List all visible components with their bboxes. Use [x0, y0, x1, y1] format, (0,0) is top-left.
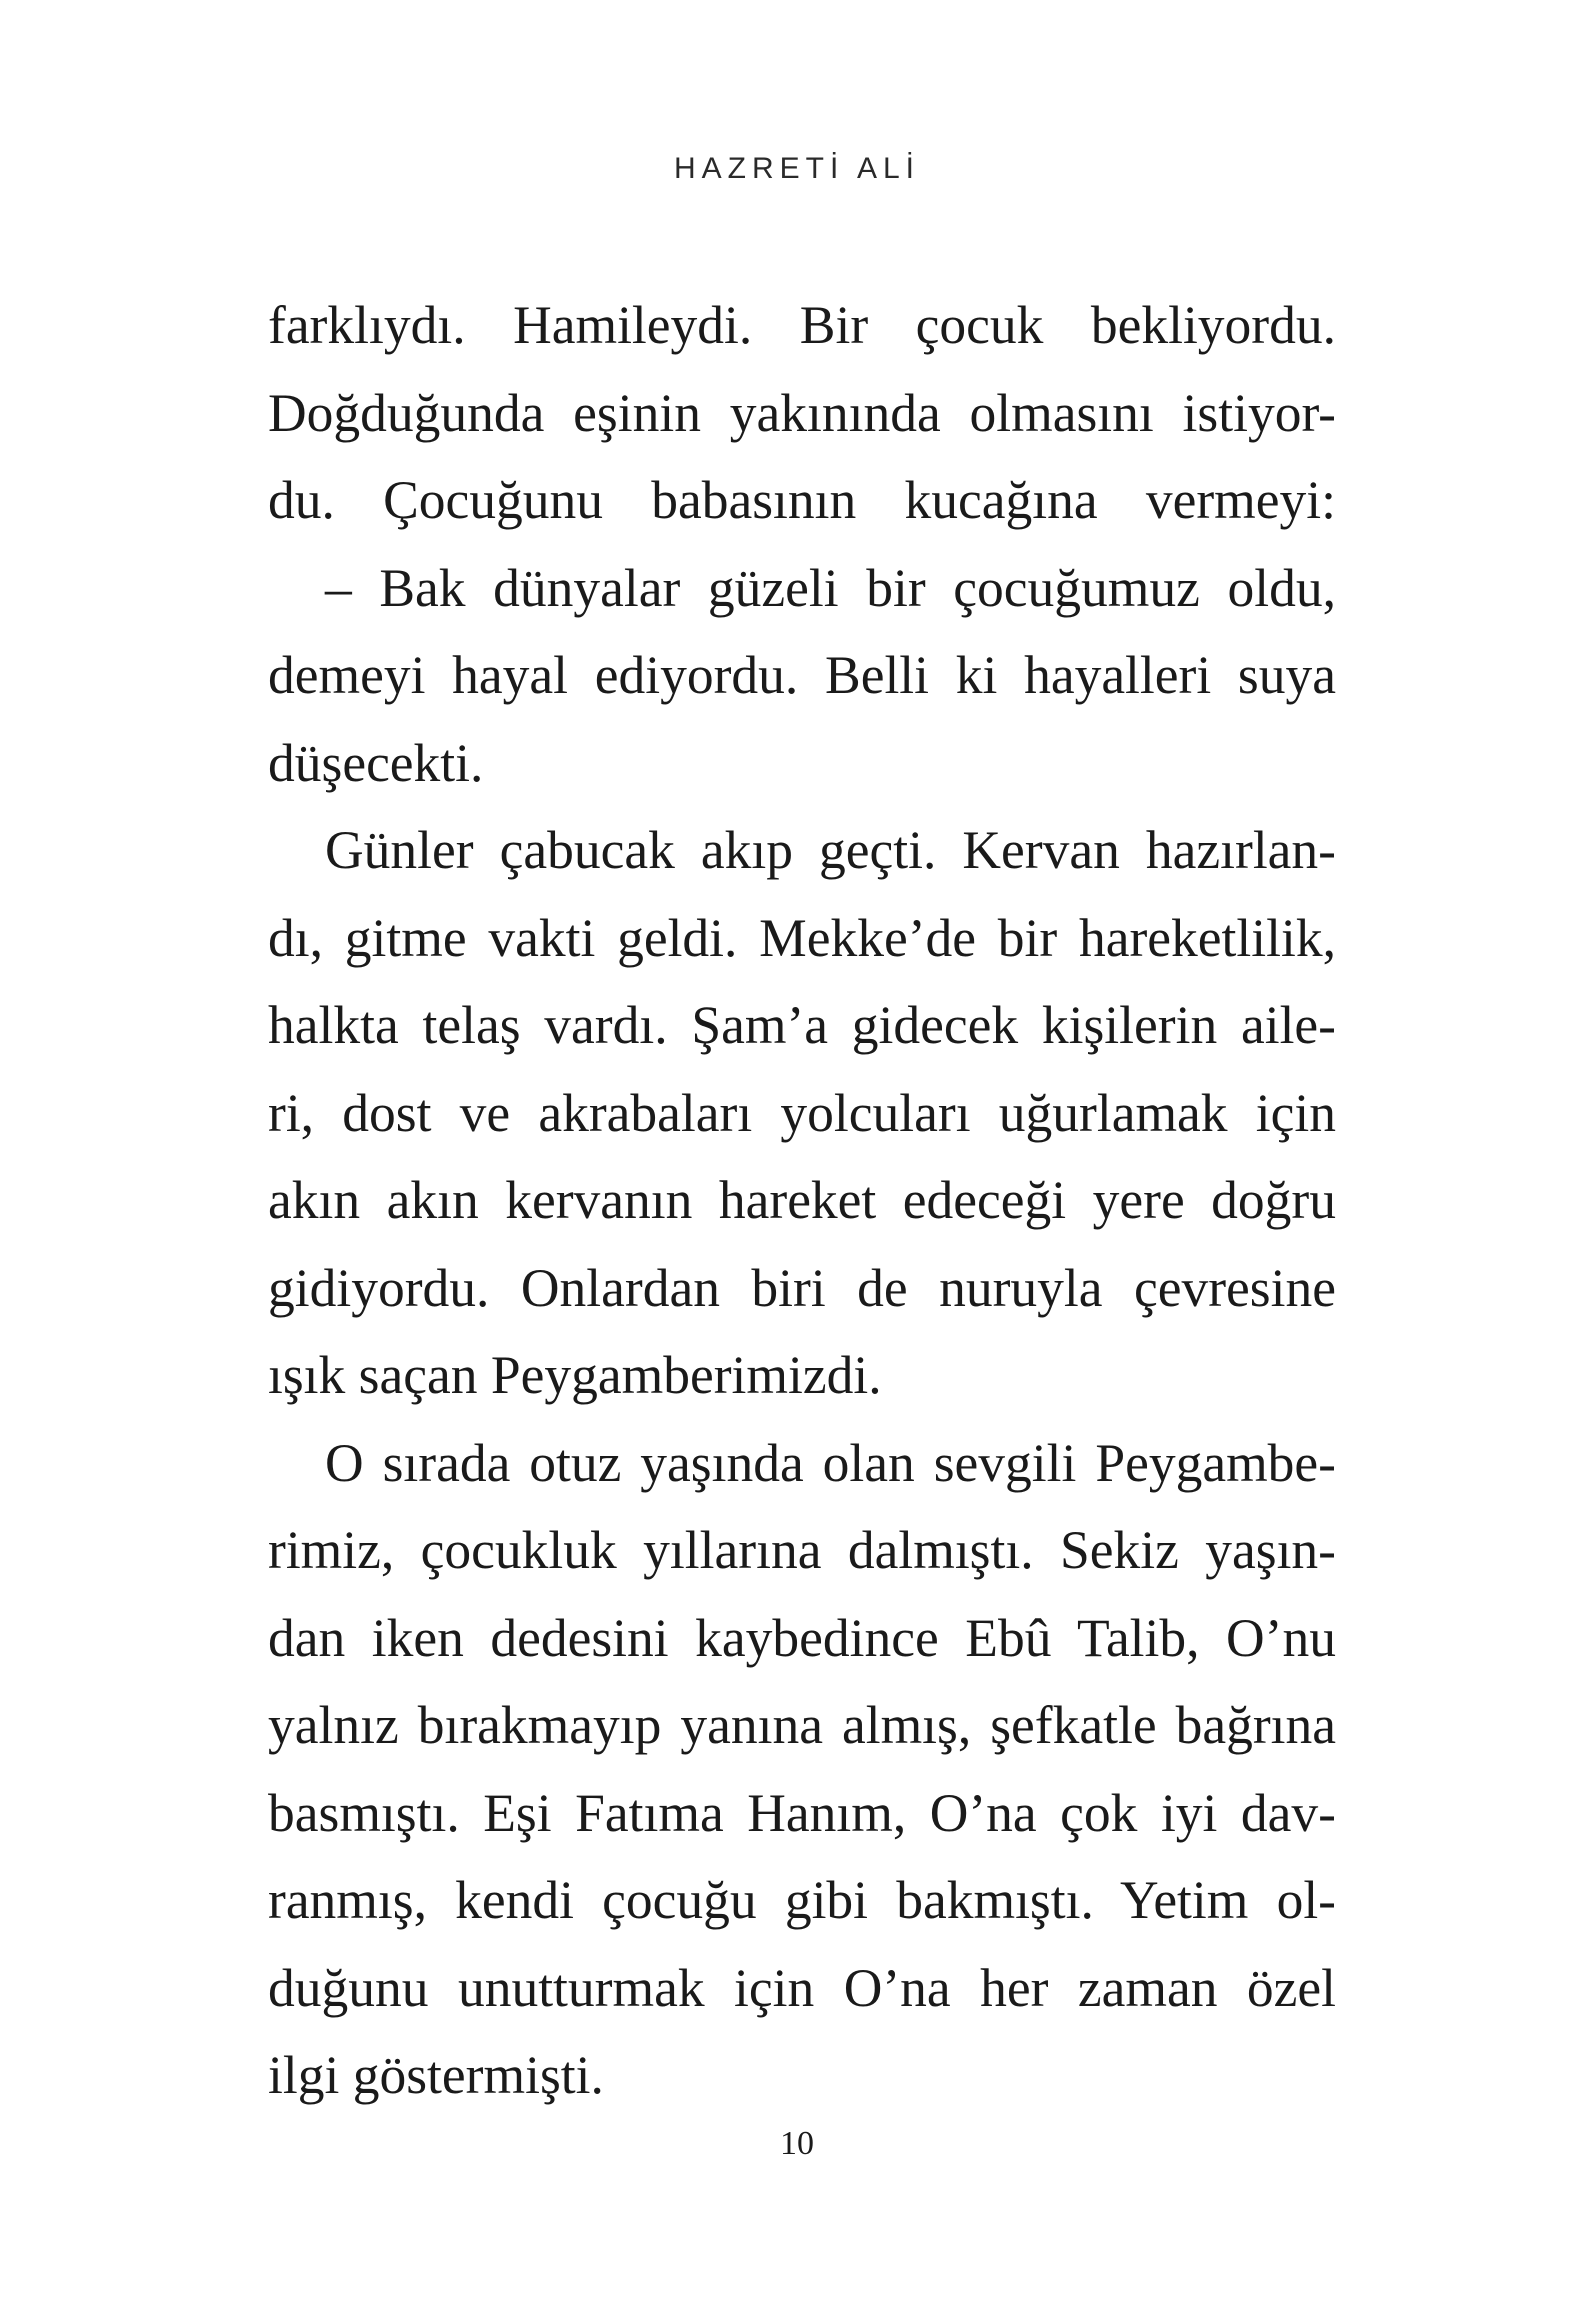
running-head: HAZRETİ ALİ — [673, 152, 921, 185]
page-number: 10 — [780, 2125, 814, 2162]
text-line: rimiz, çocukluk yıllarına dalmıştı. Sekiz yaşın- — [268, 1520, 1336, 1580]
text-line: du. Çocuğunu babasının kucağına vermeyi: — [268, 470, 1336, 530]
text-line: farklıydı. Hamileydi. Bir çocuk bekliyordu. — [268, 295, 1336, 355]
text-line: akın akın kervanın hareket edeceği yere doğru — [268, 1170, 1336, 1230]
text-line: ışık saçan Peygamberimizdi. — [268, 1345, 882, 1405]
body-text — [268, 282, 1336, 2120]
text-line: demeyi hayal ediyordu. Belli ki hayalleri suya — [268, 645, 1336, 705]
text-line: ilgi göstermişti. — [268, 2045, 604, 2105]
text-line: yalnız bırakmayıp yanına almış, şefkatle bağrına — [268, 1695, 1336, 1755]
text-line: – Bak dünyalar güzeli bir çocuğumuz oldu, — [325, 557, 1336, 618]
text-line: gidiyordu. Onlardan biri de nuruyla çevresine — [268, 1257, 1336, 1318]
text-line: halkta telaş vardı. Şam’a gidecek kişilerin aile- — [268, 995, 1336, 1055]
text-line: düşecekti. — [268, 732, 484, 793]
text-line: basmıştı. Eşi Fatıma Hanım, O’na çok iyi dav- — [268, 1782, 1336, 1843]
text-line: dan iken dedesini kaybedince Ebû Talib, O’nu — [268, 1607, 1336, 1668]
text-line: Günler çabucak akıp geçti. Kervan hazırlan- — [325, 820, 1336, 880]
text-line: Doğduğunda eşinin yakınında olmasını istiyor- — [268, 382, 1336, 443]
text-line: O sırada otuz yaşında olan sevgili Peygambe- — [325, 1432, 1336, 1493]
text-line: duğunu unutturmak için O’na her zaman özel — [268, 1957, 1336, 2018]
text-line: dı, gitme vakti geldi. Mekke’de bir hareketlilik, — [268, 907, 1336, 968]
text-line: ranmış, kendi çocuğu gibi bakmıştı. Yetim ol- — [268, 1870, 1336, 1930]
text-line: ri, dost ve akrabaları yolcuları uğurlamak için — [268, 1082, 1336, 1143]
